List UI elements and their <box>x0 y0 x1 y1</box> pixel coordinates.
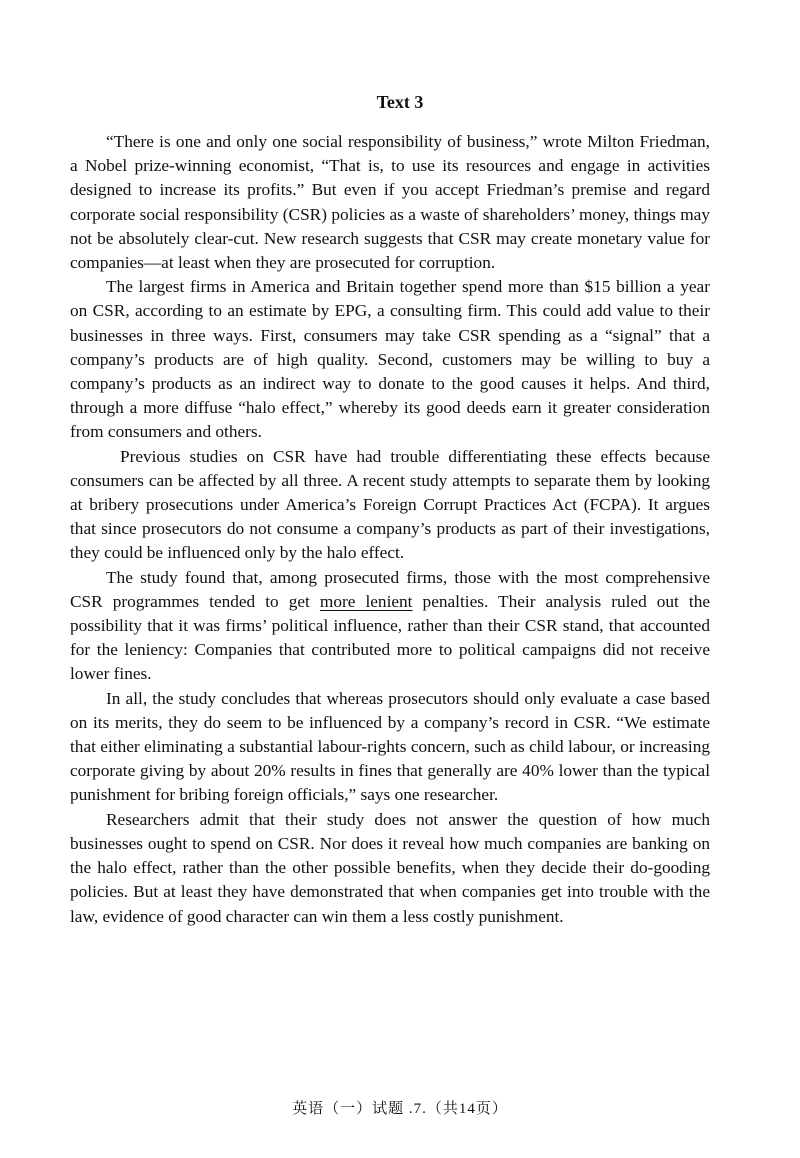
paragraph-2: The largest firms in America and Britain together spend more than $15 billion a year on CSR, according to an estimate by EPG, a consulting firm. This could add value to their businesses in three ways. First, consumers may take CSR spending as a “signal” that a company’s products are of high quality. Second, customers may be willing to buy a company’s products as an indirect way to donate to the good causes it helps. And third, through a more diffuse “halo effect,” whereby its good deeds earn it greater consideration from consumers and others. <box>70 277 710 442</box>
section-title: Text 3 <box>376 92 424 112</box>
page-footer: 英语（一）试题 .7.（共14页） <box>292 1101 508 1117</box>
passage-body <box>70 130 710 929</box>
paragraph-4-text-after: penalties. Their analysis ruled out the possibility that it was firms’ political influence, rather than their CSR stand, that accounted for the leniency: Companies that contributed more to political campaigns did not receive lower fines. <box>70 591 711 684</box>
paragraph-4-text-before: The study found that, among prosecuted firms, those with the most comprehensive CSR programmes tended to get <box>70 567 710 611</box>
paragraph-5: In all, the study concludes that whereas prosecutors should only evaluate a case based on its merits, they do seem to be influenced by a company’s record in CSR. “We estimate that either eliminating a substantial labour-rights concern, such as child labour, or increasing corporate giving by about 20% results in fines that generally are 40% lower than the typical punishment for bribing foreign officials,” says one researcher. <box>70 688 710 805</box>
paragraph-6: Researchers admit that their study does not answer the question of how much businesses ought to spend on CSR. Nor does it reveal how much companies are banking on the halo effect, rather than the other possible benefits, when they decide their do-gooding policies. But at least they have demonstrated that when companies get into trouble with the law, evidence of good character can win them a less costly punishment. <box>70 809 710 926</box>
paragraph-3: Previous studies on CSR have had trouble differentiating these effects because consumers can be affected by all three. A recent study attempts to separate them by looking at bribery prosecutions under America’s Foreign Corrupt Practices Act (FCPA). It argues that since prosecutors do not consume a company’s products as part of their investigations, they could be influenced only by the halo effect. <box>70 446 710 563</box>
underlined-phrase: more lenient <box>319 591 413 611</box>
paragraph-1: “There is one and only one social responsibility of business,” wrote Milton Friedman, a Nobel prize-winning economist, “That is, to use its resources and engage in activities designed to increase its profits.” But even if you accept Friedman’s premise and regard corporate social responsibility (CSR) policies as a waste of shareholders’ money, things may not be absolutely clear-cut. New research suggests that CSR may create monetary value for companies—at least when they are prosecuted for corruption. <box>70 132 710 273</box>
paragraph-4 <box>70 566 710 687</box>
